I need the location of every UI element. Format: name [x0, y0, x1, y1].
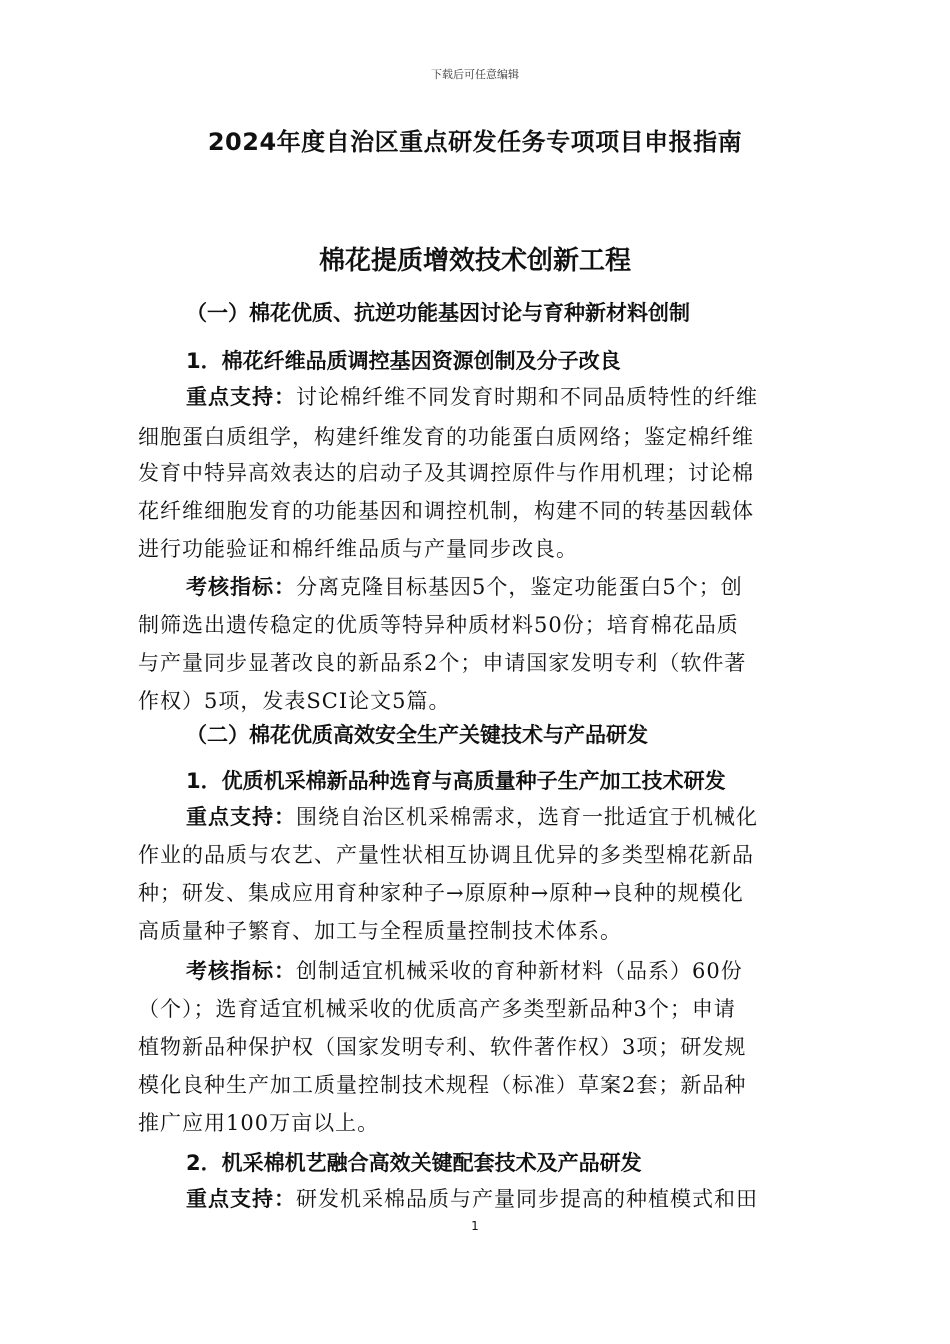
assess-paragraph-line: 推广应用100万亩以上。 — [138, 1111, 380, 1135]
support-paragraph-line: 种；研发、集成应用育种家种子→原原种→原种→良种的规模化 — [138, 881, 744, 905]
assess-paragraph-line: 制筛选出遗传稳定的优质等特异种质材料50份；培育棉花品质 — [138, 613, 739, 637]
support-label: 重点支持： — [186, 805, 296, 829]
assess-paragraph-line: 考核指标：分离克隆目标基因5个，鉴定功能蛋白5个；创 — [186, 575, 743, 599]
support-paragraph-line: 进行功能验证和棉纤维品质与产量同步改良。 — [138, 537, 578, 561]
support-paragraph-line: 重点支持：研发机采棉品质与产量同步提高的种植模式和田 — [186, 1187, 758, 1211]
document-title: 2024年度自治区重点研发任务专项项目申报指南 — [207, 128, 743, 156]
support-label: 重点支持： — [186, 1187, 296, 1211]
support-paragraph-line: 细胞蛋白质组学，构建纤维发育的功能蛋白质网络；鉴定棉纤维 — [138, 425, 754, 449]
page-number: 1 — [471, 1219, 479, 1233]
item-heading-2-2: 2．机采棉机艺融合高效关键配套技术及产品研发 — [186, 1151, 642, 1175]
support-paragraph-line: 重点支持：讨论棉纤维不同发育时期和不同品质特性的纤维 — [186, 385, 758, 409]
assess-label: 考核指标： — [186, 959, 296, 983]
assess-paragraph-line: 与产量同步显著改良的新品系2个；申请国家发明专利（软件著 — [138, 651, 747, 675]
item-heading-1-1: 1．棉花纤维品质调控基因资源创制及分子改良 — [186, 349, 621, 373]
assess-label: 考核指标： — [186, 575, 296, 599]
assess-paragraph-line: 植物新品种保护权（国家发明专利、软件著作权）3项；研发规 — [138, 1035, 747, 1059]
item-heading-2-1: 1．优质机采棉新品种选育与高质量种子生产加工技术研发 — [186, 769, 726, 793]
assess-paragraph-line: 作权）5项，发表SCI论文5篇。 — [138, 689, 451, 713]
support-paragraph-line: 高质量种子繁育、加工与全程质量控制技术体系。 — [138, 919, 622, 943]
support-label: 重点支持： — [186, 385, 296, 409]
section-heading-2: （二）棉花优质高效安全生产关键技术与产品研发 — [186, 723, 648, 747]
assess-paragraph-line: 考核指标：创制适宜机械采收的育种新材料（品系）60份 — [186, 959, 743, 983]
header-note: 下载后可任意编辑 — [431, 68, 519, 81]
support-paragraph-line: 花纤维细胞发育的功能基因和调控机制，构建不同的转基因载体 — [138, 499, 754, 523]
support-paragraph-line: 重点支持：围绕自治区机采棉需求，选育一批适宜于机械化 — [186, 805, 758, 829]
support-paragraph-line: 作业的品质与农艺、产量性状相互协调且优异的多类型棉花新品 — [138, 843, 754, 867]
support-paragraph-line: 发育中特异高效表达的启动子及其调控原件与作用机理；讨论棉 — [138, 461, 754, 485]
assess-paragraph-line: （个）；选育适宜机械采收的优质高产多类型新品种3个；申请 — [138, 997, 736, 1021]
project-title: 棉花提质增效技术创新工程 — [318, 246, 631, 276]
assess-paragraph-line: 模化良种生产加工质量控制技术规程（标准）草案2套；新品种 — [138, 1073, 747, 1097]
section-heading-1: （一）棉花优质、抗逆功能基因讨论与育种新材料创制 — [186, 301, 690, 325]
